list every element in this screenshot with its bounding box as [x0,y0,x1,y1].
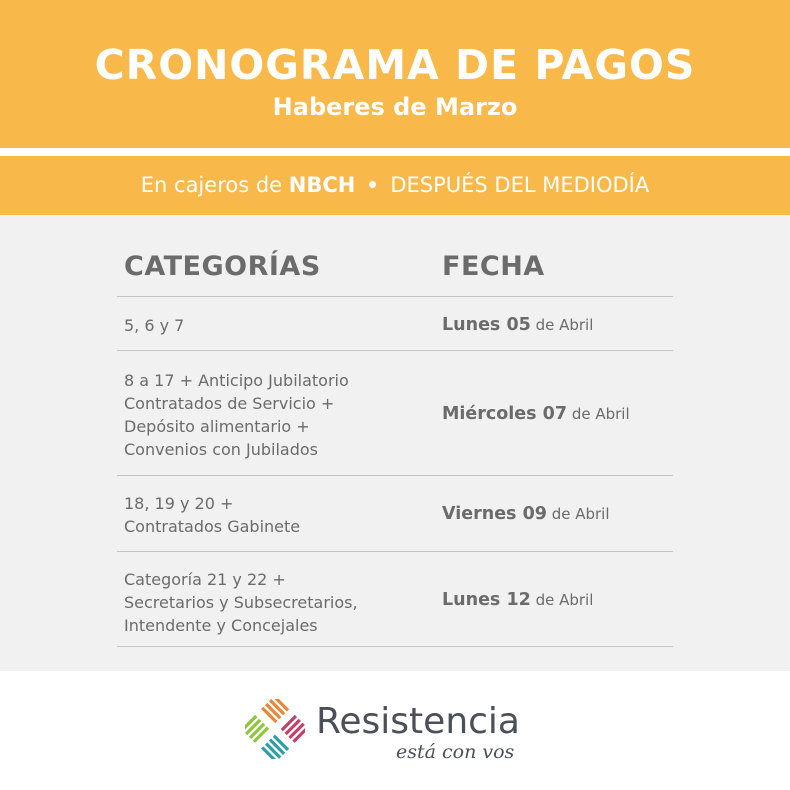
footer [0,671,790,790]
divider-stripe [0,148,790,156]
table-row-1-date: Lunes 05 de Abril [442,315,594,335]
table-row-1-category: 5, 6 y 7 [124,316,185,335]
table-divider [117,551,673,552]
page-subtitle: Haberes de Marzo [272,93,518,121]
band-bank: NBCH [288,173,356,197]
resistencia-logo-icon [245,699,305,759]
schedule-table [0,215,790,671]
table-row-3-date: Viernes 09 de Abril [442,504,610,524]
info-band [0,156,790,215]
table-row-2-date: Miércoles 07 de Abril [442,404,630,424]
band-prefix: En cajeros de [140,173,289,197]
header-categories: CATEGORÍAS [124,251,321,282]
table-row-4-category: Categoría 21 y 22 + Secretarios y Subsecretarios, Intendente y Concejales [124,570,358,635]
table-row-3-category: 18, 19 y 20 + Contratados Gabinete [124,494,301,536]
brand-name: Resistencia [316,701,520,742]
table-row-2-category: 8 a 17 + Anticipo Jubilatorio Contratados de Servicio + Depósito alimentario + Convenios con Jubilados [124,371,349,459]
table-divider [117,296,673,297]
table-row-4-date: Lunes 12 de Abril [442,590,594,610]
table-divider [117,350,673,351]
bullet-icon [369,181,376,188]
header-date: FECHA [442,251,545,282]
header-banner [0,0,790,148]
table-divider [117,646,673,647]
page-title: CRONOGRAMA DE PAGOS [94,41,696,89]
table-divider [117,475,673,476]
brand-tagline: está con vos [396,741,515,763]
band-note: DESPUÉS DEL MEDIODÍA [390,173,650,197]
